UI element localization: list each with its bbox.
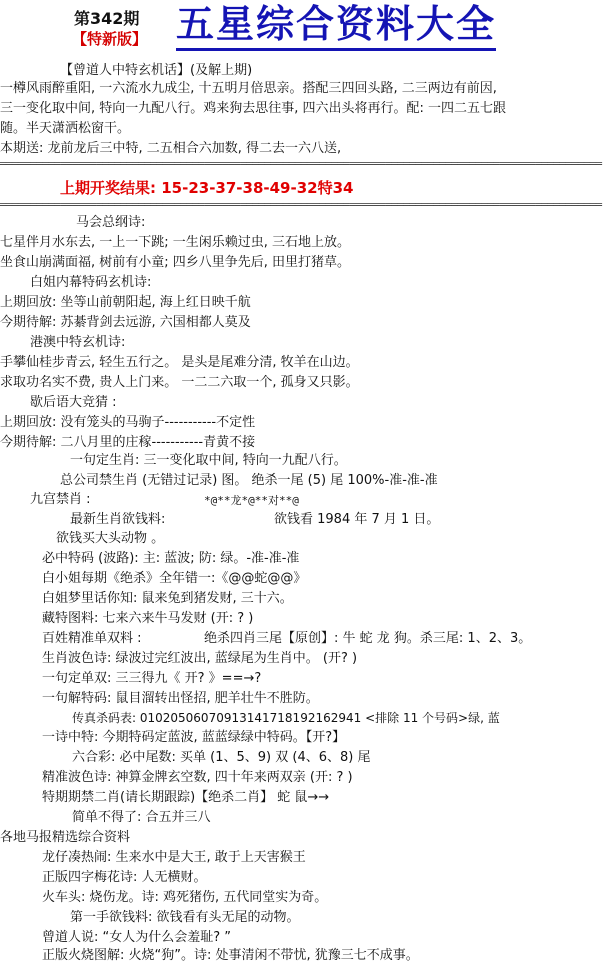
text-line: 第一手欲钱料: 欲钱看有头无尾的动物。 [70, 910, 300, 925]
section-heading: 港澳中特玄机诗: [30, 335, 126, 350]
text-line: 九宫禁肖 : [30, 492, 91, 507]
edition-label: 【特新版】 [72, 30, 148, 48]
text-line: 七星伴月水东去, 一上一下跳; 一生闲乐赖过虫, 三石地上放。 [0, 235, 351, 250]
text-line: 曾道人说: “女人为什么会羞耻? ” [42, 930, 232, 945]
section-heading: 各地马报精选综合资料 [0, 830, 131, 845]
text-line: 生肖波色诗: 绿波过完红波出, 蓝绿尾为生肖中。 (开? ) [42, 651, 358, 666]
text-line: 欲钱看 1984 年 7 月 1 日。 [274, 512, 440, 527]
text-line: 绝杀四肖三尾【原创】: 牛 蛇 龙 狗。杀三尾: 1、2、3。 [204, 631, 532, 646]
text-line: 火车头: 烧伤龙。诗: 鸡死猪伤, 五代同堂实为奇。 [42, 890, 328, 905]
text-line: 百姓精准单双料 : [42, 631, 142, 646]
text-line: 一句定单双: 三三得九《 开? 》==→? [42, 671, 262, 686]
lottery-result: 上期开奖结果: 15-23-37-38-49-32特34 [60, 179, 354, 197]
text-line: 上期回放: 坐等山前朝阳起, 海上红日映千航 [0, 295, 251, 310]
text-line: 正版火烧图解: 火烧“狗”。诗: 处事清闲不带忧, 犹豫三七不成事。 [42, 948, 419, 963]
issue-number: 第342期 [74, 9, 140, 28]
text-line: 特期期禁二肖(请长期跟踪)【绝杀二肖】 蛇 鼠→→ [42, 790, 330, 805]
intro-line: 随。半天潇洒松窗干。 [0, 121, 131, 136]
text-line: 一句解特码: 鼠目溜转出怪招, 肥羊壮牛不胜防。 [42, 691, 319, 706]
text-line: 一句定生肖: 三一变化取中间, 特向一九配八行。 [70, 453, 347, 468]
text-line: 上期回放: 没有笼头的马驹子-----------不定性 [0, 415, 256, 430]
section-heading: 白姐内幕特码玄机诗: [30, 275, 152, 290]
text-line: 求取功名实不费, 贵人上门来。 一二二六取一个, 孤身又只影。 [0, 375, 359, 390]
text-line: 坐食山崩满面福, 树前有小童; 四乡八里争先后, 田里打猪草。 [0, 255, 351, 270]
text-line: 藏特图料: 七来六来牛马发财 (开: ? ) [42, 611, 254, 626]
section-heading: 马会总纲诗: [76, 215, 146, 230]
divider [0, 160, 616, 170]
intro-title: 【曾道人中特玄机话】(及解上期) [60, 63, 253, 78]
text-line: 今期待解: 苏綦背剑去远游, 六国相都人莫及 [0, 315, 251, 330]
section-heading: 歇后语大竞猜 : [30, 395, 117, 410]
intro-line: 三一变化取中间, 特向一九配八行。鸡来狗去思往事, 四六出头将再行。配: 一四二五七跟 [0, 101, 507, 116]
text-line: 白姐梦里话你知: 鼠来兔到猪发财, 三十六。 [42, 591, 293, 606]
text-line: 白小姐每期《绝杀》全年错一:《@@蛇@@》 [42, 571, 307, 586]
text-line: 六合彩: 必中尾数: 买单 (1、5、9) 双 (4、6、8) 尾 [72, 750, 371, 765]
intro-line: 本期送: 龙前龙后三中特, 二五相合六加数, 得二去一六八送, [0, 141, 342, 156]
text-line: 总公司禁生肖 (无错过记录) 图。 绝杀一尾 (5) 尾 100%-准-准-准 [60, 473, 438, 488]
text-line: 一诗中特: 今期特码定蓝波, 蓝蓝绿绿中特码。【开?】 [42, 730, 346, 745]
text-line: *@**龙*@**对**@ [204, 494, 299, 507]
text-line: 最新生肖欲钱料: [70, 512, 166, 527]
divider [0, 201, 616, 211]
text-line: 龙仔凑热闹: 生来水中是大王, 敢于上天害猴王 [42, 850, 306, 865]
text-line: 正版四字梅花诗: 人无横财。 [42, 870, 207, 885]
text-line: 简单不得了: 合五并三八 [72, 810, 211, 825]
text-line: 欲钱买大头动物 。 [56, 531, 165, 546]
text-line: 今期待解: 二八月里的庄稼-----------青黄不接 [0, 435, 256, 450]
text-line: 传真杀码表: 01020506070913141718192162941 <排除 11 个号码>绿, 蓝 [72, 711, 500, 725]
text-line: 精准波色诗: 神算金牌玄空数, 四十年来两双亲 (开: ? ) [42, 770, 353, 785]
page-title: 五星综合资料大全 [176, 0, 496, 51]
text-line: 手攀仙桂步青云, 轻生五行之。 是头是尾难分清, 牧羊在山边。 [0, 355, 359, 370]
text-line: 必中特码 (波路): 主: 蓝波; 防: 绿。-准-准-准 [42, 551, 300, 566]
intro-line: 一樽风雨醉重阳, 一六流水九成尘, 十五明月倍思亲。搭配三四回头路, 二三两边有前因, [0, 81, 497, 96]
